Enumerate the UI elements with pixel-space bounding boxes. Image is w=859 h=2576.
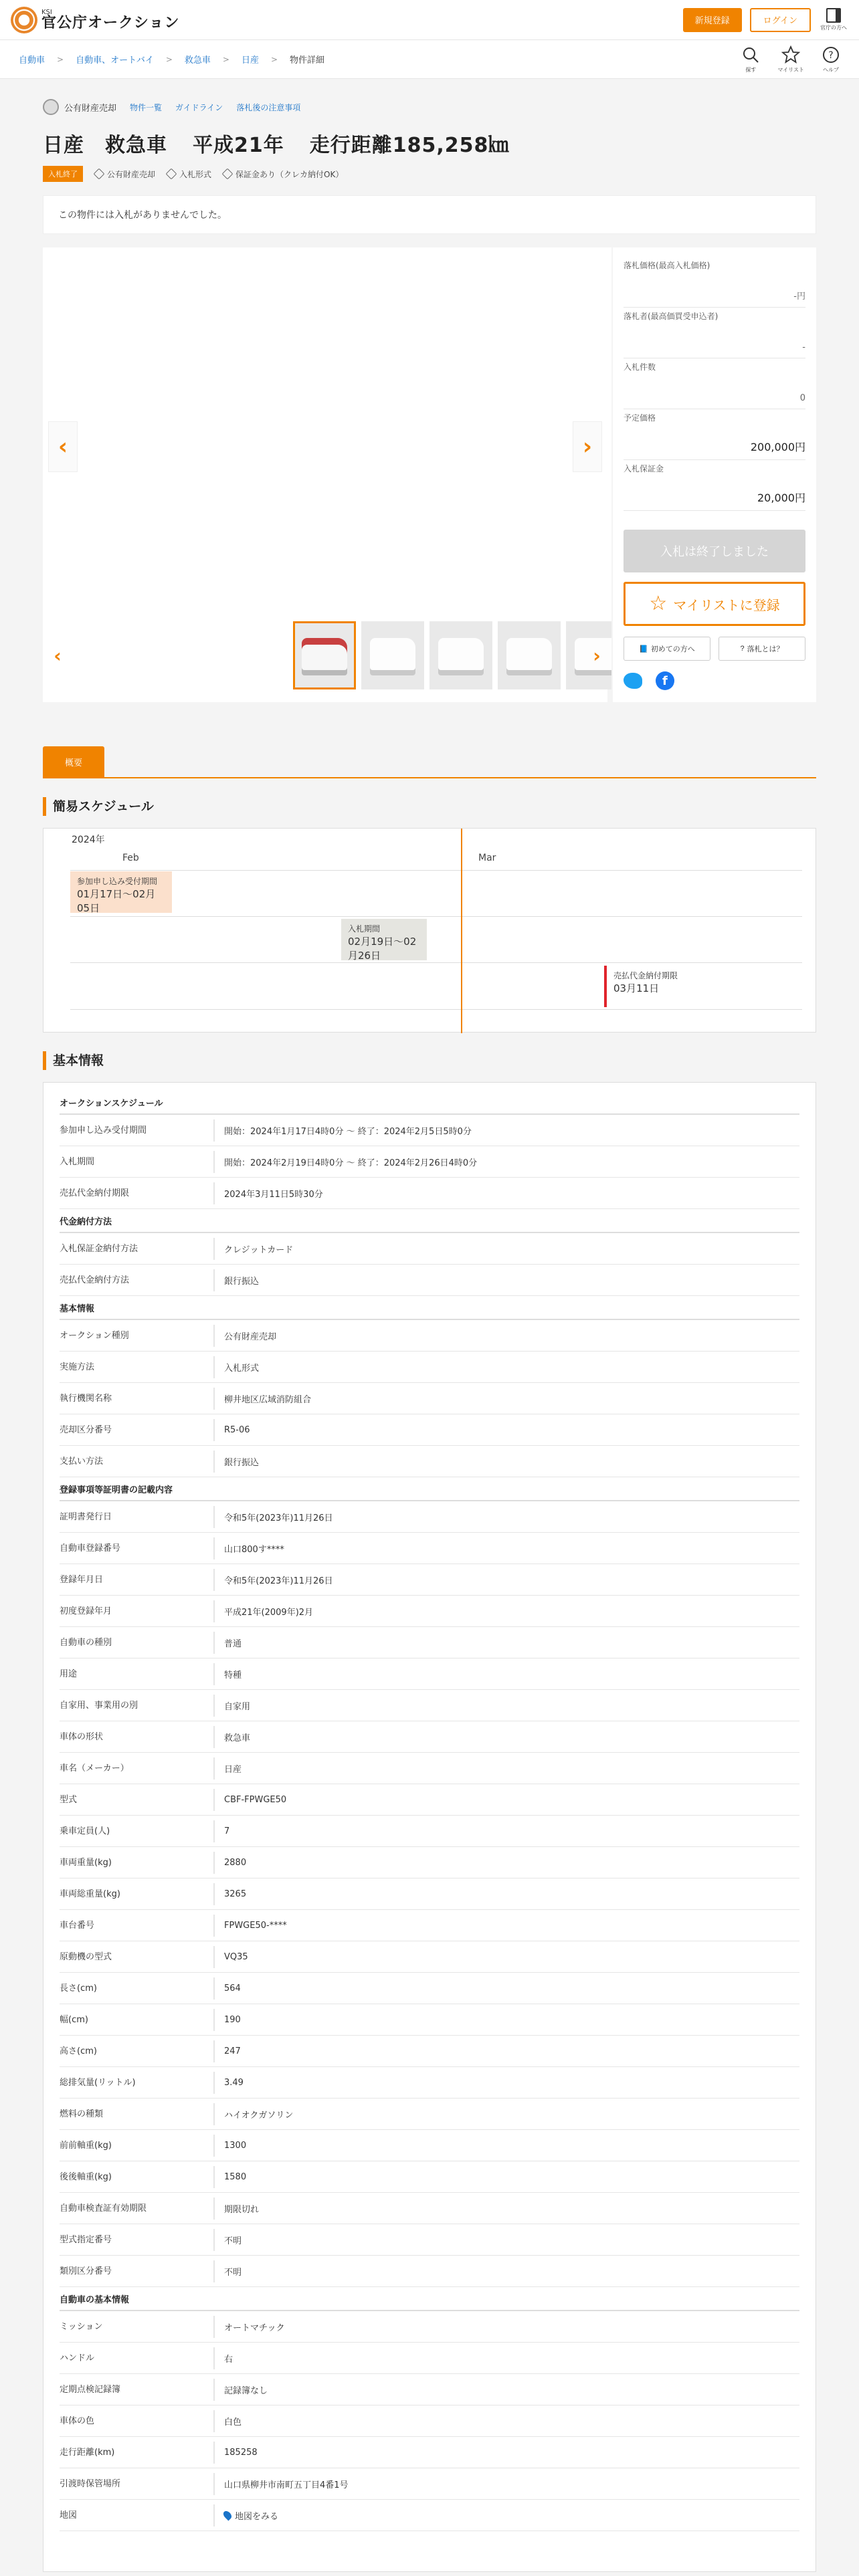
after-win-notes-link[interactable]: 落札後の注意事項 <box>236 102 301 112</box>
info-key: 幅(cm) <box>60 2009 215 2031</box>
info-row <box>60 1383 799 1414</box>
info-value: 特種 <box>224 1670 242 1681</box>
info-value: 自家用 <box>224 1701 251 1712</box>
thumbnail[interactable] <box>293 621 356 689</box>
gov-officer-link[interactable]: 官庁の方へ <box>819 8 848 31</box>
chevron-right-icon: > <box>222 54 229 64</box>
info-row <box>60 2224 799 2256</box>
svg-text:?: ? <box>828 49 834 61</box>
info-key: 原動機の型式 <box>60 1946 215 1968</box>
info-value: 入札形式 <box>224 1363 260 1374</box>
bid-count: 入札件数 0 <box>624 358 805 409</box>
schedule-heading: 簡易スケジュール <box>43 797 816 816</box>
share-buttons <box>624 671 805 690</box>
bid-ended-button[interactable]: 入札は終了しました <box>624 530 805 572</box>
info-row <box>60 2161 799 2193</box>
info-value: 救急車 <box>224 1733 251 1743</box>
info-value: CBF-FPWGE50 <box>224 1794 287 1805</box>
bid-panel <box>613 247 816 702</box>
schedule-year: 2024年 <box>72 835 105 845</box>
info-value: 190 <box>224 2014 241 2025</box>
breadcrumb-link[interactable]: 自動車 <box>19 56 45 66</box>
info-value: 3.49 <box>224 2077 244 2088</box>
info-row <box>60 1847 799 1879</box>
info-group-title: 基本情報 <box>60 1299 799 1320</box>
info-value: 開始：2024年1月17日4時0分 〜 終了：2024年2月5日5時0分 <box>224 1126 472 1137</box>
info-value: 右 <box>224 2354 233 2365</box>
chevron-right-icon: › <box>582 433 592 460</box>
info-group-title: 自動車の基本情報 <box>60 2290 799 2311</box>
info-row <box>60 2343 799 2374</box>
info-key: 長さ(cm) <box>60 1977 215 2000</box>
winner: 落札者(最高価買受申込者) - <box>624 308 805 358</box>
info-value: クレジットカード <box>224 1245 294 1255</box>
search-nav-button[interactable]: 探す <box>741 45 760 74</box>
info-row <box>60 2067 799 2099</box>
info-key: 売払代金納付期限 <box>60 1182 215 1204</box>
info-key: 支払い方法 <box>60 1451 215 1473</box>
search-icon <box>741 45 760 64</box>
main-image <box>43 247 611 622</box>
twitter-icon[interactable] <box>624 673 642 689</box>
info-row <box>60 1352 799 1383</box>
logo-small-text: KSI <box>41 8 52 16</box>
chevron-right-icon: > <box>270 54 278 64</box>
info-value: 白色 <box>224 2417 242 2428</box>
info-key: 売却区分番号 <box>60 1419 215 1441</box>
info-key: 前前軸重(kg) <box>60 2135 215 2157</box>
basic-info-table <box>43 1082 816 2572</box>
info-key: 型式 <box>60 1789 215 1811</box>
info-row <box>60 2036 799 2067</box>
info-row <box>60 1879 799 1910</box>
info-value: ハイオクガソリン <box>224 2110 294 2121</box>
star-icon: ☆ <box>649 593 668 615</box>
info-value: 日産 <box>224 1764 242 1775</box>
info-key: 総排気量(リットル) <box>60 2072 215 2094</box>
page-title: 日産 救急車 平成21年 走行距離185,258㎞ <box>43 134 510 157</box>
info-key: 車体の色 <box>60 2410 215 2432</box>
door-icon <box>826 8 841 23</box>
info-row <box>60 1115 799 1146</box>
chevron-right-icon: > <box>165 54 173 64</box>
info-group-title: オークションスケジュール <box>60 1093 799 1115</box>
login-button[interactable]: ログイン <box>750 8 811 32</box>
info-value: R5-06 <box>224 1424 250 1435</box>
apply-period-bar: 参加申し込み受付期間 01月17日～02月05日 <box>70 871 172 913</box>
info-row <box>60 1627 799 1658</box>
info-value: 1580 <box>224 2171 247 2182</box>
info-value: 銀行振込 <box>224 1276 260 1287</box>
next-image-button[interactable] <box>573 421 602 472</box>
info-key: 車台番号 <box>60 1915 215 1937</box>
info-row <box>60 1910 799 1941</box>
ambulance-thumbnail-image <box>506 638 552 675</box>
image-gallery <box>43 247 607 702</box>
info-key: 型式指定番号 <box>60 2229 215 2251</box>
site-header <box>0 0 859 40</box>
info-row <box>60 1816 799 1847</box>
info-key: 類別区分番号 <box>60 2260 215 2282</box>
status-badge: 入札終了 <box>43 166 83 182</box>
info-key: 参加申し込み受付期間 <box>60 1119 215 1142</box>
info-value: 記録簿なし <box>224 2385 268 2396</box>
info-key: 車体の形状 <box>60 1726 215 1748</box>
info-key: 証明書発行日 <box>60 1506 215 1528</box>
tag: 保証金あり（クレカ納付OK） <box>223 169 343 180</box>
info-group-title: 代金納付方法 <box>60 1212 799 1233</box>
timeline-divider <box>70 1009 802 1010</box>
info-value: 柳井地区広域消防組合 <box>224 1394 312 1405</box>
info-row <box>60 2193 799 2224</box>
info-value: 山口800す**** <box>224 1544 284 1555</box>
info-value: オートマチック <box>224 2323 285 2333</box>
info-row <box>60 1941 799 1973</box>
book-icon: 📘 <box>639 645 648 653</box>
info-value: 3265 <box>224 1889 247 1899</box>
month-label: Mar <box>478 853 496 863</box>
info-row <box>60 2256 799 2287</box>
tag: 入札形式 <box>167 169 211 180</box>
info-key: 自動車登録番号 <box>60 1537 215 1560</box>
item-list-link[interactable]: 物件一覧 <box>130 102 163 112</box>
info-key: 登録年月日 <box>60 1569 215 1591</box>
info-value: 令和5年(2023年)11月26日 <box>224 1513 333 1523</box>
winning-price: 落札価格(最高入札価格) -円 <box>624 257 805 308</box>
info-row <box>60 1658 799 1690</box>
chevron-left-icon: ‹ <box>58 433 68 460</box>
help-icon <box>822 45 840 64</box>
info-row <box>60 1784 799 1816</box>
ambulance-thumbnail-image <box>302 638 347 675</box>
info-value: 公有財産売却 <box>224 1331 277 1342</box>
star-icon <box>781 45 800 64</box>
add-to-mylist-button[interactable]: ☆ マイリストに登録 <box>624 582 805 626</box>
info-value: 185258 <box>224 2447 258 2458</box>
info-value: 2880 <box>224 1857 247 1868</box>
map-pin-icon <box>222 2510 233 2521</box>
logo-main-text: 官公庁オークション <box>41 14 180 31</box>
chevron-right-icon: › <box>593 644 601 667</box>
bid-deposit: 入札保証金 20,000円 <box>624 460 805 511</box>
thumbnail[interactable] <box>430 621 492 689</box>
schedule-timeline <box>43 828 816 1033</box>
basic-info-heading: 基本情報 <box>43 1051 816 1070</box>
register-button[interactable]: 新規登録 <box>683 8 742 32</box>
today-line <box>461 829 462 1033</box>
org-emblem-icon <box>43 99 59 115</box>
info-row <box>60 1596 799 1627</box>
info-row <box>60 1564 799 1596</box>
info-key: 執行機関名称 <box>60 1388 215 1410</box>
info-value: 普通 <box>224 1638 242 1649</box>
info-row <box>60 1753 799 1784</box>
info-row <box>60 1721 799 1753</box>
info-row <box>60 1690 799 1721</box>
info-key: 定期点検記録簿 <box>60 2379 215 2401</box>
bid-period-bar: 入札期間 02月19日～02月26日 <box>341 919 427 960</box>
info-key: 用途 <box>60 1663 215 1685</box>
no-bid-notice: この物件には入札がありませんでした。 <box>43 195 816 234</box>
info-row <box>60 1414 799 1446</box>
tag-row <box>43 166 816 182</box>
info-value: 2024年3月11日5時30分 <box>224 1189 323 1200</box>
info-key: 入札期間 <box>60 1151 215 1173</box>
what-is-bid-button[interactable]: ? 落札とは？ <box>719 637 805 661</box>
info-key: 後後軸重(kg) <box>60 2166 215 2188</box>
breadcrumb-link[interactable]: 自動車、オートバイ <box>76 56 154 66</box>
info-row <box>60 2374 799 2405</box>
breadcrumb-bar <box>0 40 859 79</box>
info-row <box>60 1265 799 1296</box>
breadcrumb <box>19 53 324 66</box>
guideline-link[interactable]: ガイドライン <box>175 102 223 112</box>
info-row <box>60 2468 799 2500</box>
org-name: 公有財産売却 <box>64 103 117 114</box>
facebook-icon[interactable]: f <box>656 671 674 690</box>
info-row <box>60 1533 799 1564</box>
tab-overview[interactable]: 概要 <box>43 746 104 777</box>
tab-bar <box>43 746 816 778</box>
view-map-link[interactable]: 地図をみる <box>215 2509 278 2522</box>
info-row <box>60 1973 799 2004</box>
month-label: Feb <box>122 853 139 863</box>
info-value: 247 <box>224 2046 241 2056</box>
info-row <box>60 2437 799 2468</box>
first-time-button[interactable]: 📘 初めての方へ <box>624 637 710 661</box>
info-value: 山口県柳井市南町五丁目4番1号 <box>224 2480 349 2490</box>
thumb-prev-button[interactable] <box>43 622 72 689</box>
info-value: 開始：2024年2月19日4時0分 〜 終了：2024年2月26日4時0分 <box>224 1158 478 1168</box>
thumbnail[interactable] <box>361 621 424 689</box>
info-value: 不明 <box>224 2236 242 2246</box>
info-value: VQ35 <box>224 1951 248 1962</box>
info-key: 走行距離(km) <box>60 2442 215 2464</box>
payment-deadline-bar: 売払代金納付期限 03月11日 <box>604 966 684 1007</box>
info-value: 令和5年(2023年)11月26日 <box>224 1576 333 1586</box>
item-header <box>0 79 859 182</box>
info-key: 入札保証金納付方法 <box>60 1238 215 1260</box>
info-key: 自動車の種別 <box>60 1632 215 1654</box>
estimated-price: 予定価格 200,000円 <box>624 409 805 460</box>
thumb-next-button[interactable] <box>582 619 611 692</box>
info-key: 車両重量(kg) <box>60 1852 215 1874</box>
info-value: 平成21年(2009年)2月 <box>224 1607 314 1618</box>
info-key: 車両総重量(kg) <box>60 1883 215 1905</box>
info-value: 不明 <box>224 2267 242 2278</box>
info-value: 期限切れ <box>224 2204 260 2215</box>
tag-icon <box>166 169 177 180</box>
org-info <box>43 99 116 115</box>
breadcrumb-link[interactable]: 救急車 <box>184 56 211 66</box>
info-key: 乗車定員(人) <box>60 1820 215 1842</box>
info-value: 銀行振込 <box>224 1457 260 1468</box>
info-row <box>60 2311 799 2343</box>
site-logo[interactable] <box>11 7 180 33</box>
timeline-divider <box>70 870 802 871</box>
chevron-right-icon: > <box>57 54 64 64</box>
ambulance-thumbnail-image <box>438 638 484 675</box>
info-key: オークション種別 <box>60 1325 215 1347</box>
info-row <box>60 1320 799 1352</box>
info-group-title: 登録事項等証明書の記載内容 <box>60 1480 799 1501</box>
info-key: 実施方法 <box>60 1356 215 1378</box>
info-value: 7 <box>224 1826 230 1836</box>
info-value: 564 <box>224 1983 241 1994</box>
breadcrumb-current: 物件詳細 <box>290 56 325 66</box>
tag-icon <box>94 169 105 180</box>
info-row <box>60 1233 799 1265</box>
breadcrumb-link[interactable]: 日産 <box>241 56 259 66</box>
info-key: 引渡時保管場所 <box>60 2473 215 2495</box>
info-row <box>60 1446 799 1477</box>
info-value: 1300 <box>224 2140 247 2151</box>
info-key: ミッション <box>60 2316 215 2338</box>
info-key: 売払代金納付方法 <box>60 1269 215 1291</box>
info-key: 車名（メーカー） <box>60 1757 215 1780</box>
info-row <box>60 2500 799 2531</box>
chevron-left-icon: ‹ <box>54 644 62 667</box>
ambulance-thumbnail-image <box>370 638 415 675</box>
info-row <box>60 2405 799 2437</box>
tag-icon <box>222 169 233 180</box>
info-row <box>60 2004 799 2036</box>
info-key: 地図 <box>60 2504 215 2527</box>
info-key: 燃料の種類 <box>60 2103 215 2125</box>
tag: 公有財産売却 <box>95 169 155 180</box>
info-row <box>60 1501 799 1533</box>
prev-image-button[interactable] <box>48 421 78 472</box>
info-row <box>60 1146 799 1178</box>
timeline-divider <box>70 962 802 963</box>
info-key: ハンドル <box>60 2347 215 2369</box>
info-row <box>60 2130 799 2161</box>
info-key: 高さ(cm) <box>60 2040 215 2062</box>
help-nav-button[interactable]: ? ヘルプ <box>822 45 840 74</box>
info-row <box>60 1178 799 1209</box>
thumbnail[interactable] <box>498 621 561 689</box>
info-key: 自家用、事業用の別 <box>60 1695 215 1717</box>
thumbnail-strip <box>43 619 611 692</box>
logo-mark-icon <box>11 7 37 33</box>
mylist-nav-button[interactable]: マイリスト <box>777 45 804 74</box>
info-key: 自動車検査証有効期限 <box>60 2197 215 2220</box>
timeline-divider <box>70 916 802 917</box>
info-value: FPWGE50-**** <box>224 1920 287 1931</box>
info-row <box>60 2099 799 2130</box>
question-icon: ? <box>740 645 745 653</box>
info-key: 初度登録年月 <box>60 1600 215 1622</box>
